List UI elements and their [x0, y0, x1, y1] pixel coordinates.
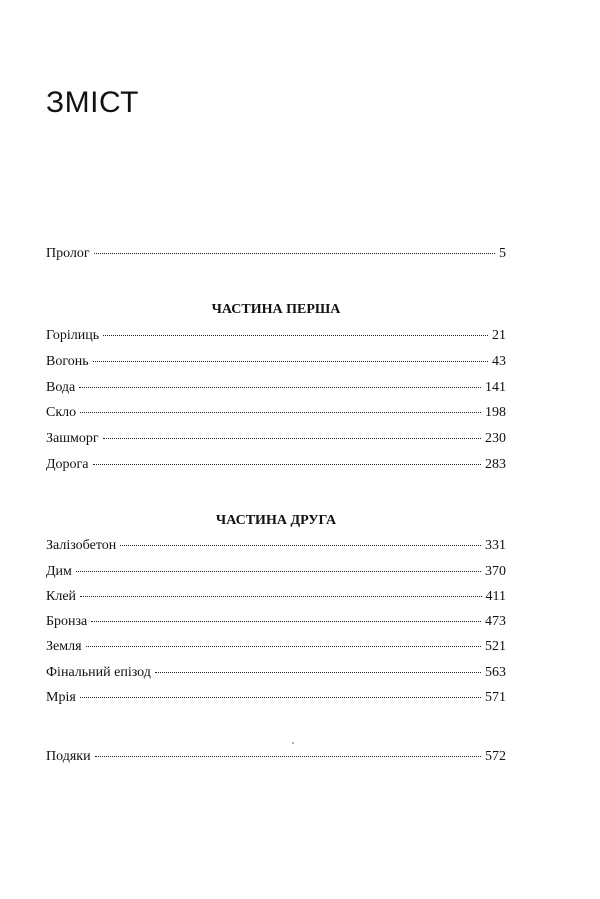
entry-page: 563 — [485, 665, 506, 680]
entry-label: Мрія — [46, 690, 76, 705]
entry-page: 331 — [485, 538, 506, 553]
entry-label: Дим — [46, 564, 72, 579]
toc-entry[interactable] — [46, 564, 506, 584]
toc-entry-acknowledgements[interactable] — [46, 749, 506, 769]
toc-entry[interactable] — [46, 639, 506, 659]
dot-leader — [93, 360, 488, 362]
part-two-heading: ЧАСТИНА ДРУГА — [215, 513, 337, 528]
toc-entry[interactable] — [46, 589, 506, 609]
toc-entry[interactable] — [46, 380, 506, 400]
dot-leader — [86, 645, 481, 647]
entry-page: 370 — [485, 564, 506, 579]
entry-page: 43 — [492, 354, 506, 369]
entry-page: 572 — [485, 749, 506, 764]
dot-leader — [155, 671, 481, 673]
entry-label: Фінальний епізод — [46, 665, 151, 680]
entry-page: 571 — [485, 690, 506, 705]
entry-page: 473 — [485, 614, 506, 629]
part-one-heading: ЧАСТИНА ПЕРША — [211, 302, 341, 317]
dot-leader — [76, 570, 481, 572]
dot-leader — [103, 334, 488, 336]
entry-page: 521 — [485, 639, 506, 654]
dot-leader — [80, 411, 481, 413]
entry-label: Пролог — [46, 246, 90, 261]
toc-entry[interactable] — [46, 538, 506, 558]
toc-entry[interactable] — [46, 328, 506, 348]
entry-label: Бронза — [46, 614, 88, 629]
dot-leader — [79, 386, 481, 388]
entry-label: Вода — [46, 380, 76, 395]
dot-leader — [80, 696, 481, 698]
toc-entry[interactable] — [46, 665, 506, 685]
toc-entry[interactable] — [46, 690, 506, 710]
dot-leader — [95, 755, 481, 757]
entry-page: 411 — [485, 589, 506, 604]
print-speck — [292, 742, 294, 744]
entry-page: 230 — [485, 431, 506, 446]
entry-page: 198 — [485, 405, 506, 420]
dot-leader — [103, 437, 481, 439]
toc-entry[interactable] — [46, 457, 506, 477]
entry-label: Земля — [46, 639, 82, 654]
dot-leader — [93, 463, 481, 465]
entry-label: Вогонь — [46, 354, 89, 369]
entry-page: 5 — [499, 246, 506, 261]
entry-label: Скло — [46, 405, 77, 420]
dot-leader — [94, 252, 495, 254]
entry-page: 141 — [485, 380, 506, 395]
toc-entry[interactable] — [46, 405, 506, 425]
entry-label: Горілиць — [46, 328, 100, 343]
entry-label: Залізобетон — [46, 538, 117, 553]
entry-page: 283 — [485, 457, 506, 472]
entry-page: 21 — [492, 328, 506, 343]
toc-entry[interactable] — [46, 431, 506, 451]
dot-leader — [120, 544, 481, 546]
page-title: ЗМІСТ — [46, 86, 139, 119]
entry-label: Дорога — [46, 457, 89, 472]
entry-label: Зашморг — [46, 431, 99, 446]
toc-entry-prologue[interactable] — [46, 246, 506, 266]
dot-leader — [91, 620, 481, 622]
entry-label: Клей — [46, 589, 77, 604]
toc-entry[interactable] — [46, 354, 506, 374]
entry-label: Подяки — [46, 749, 91, 764]
dot-leader — [80, 595, 481, 597]
toc-entry[interactable] — [46, 614, 506, 634]
